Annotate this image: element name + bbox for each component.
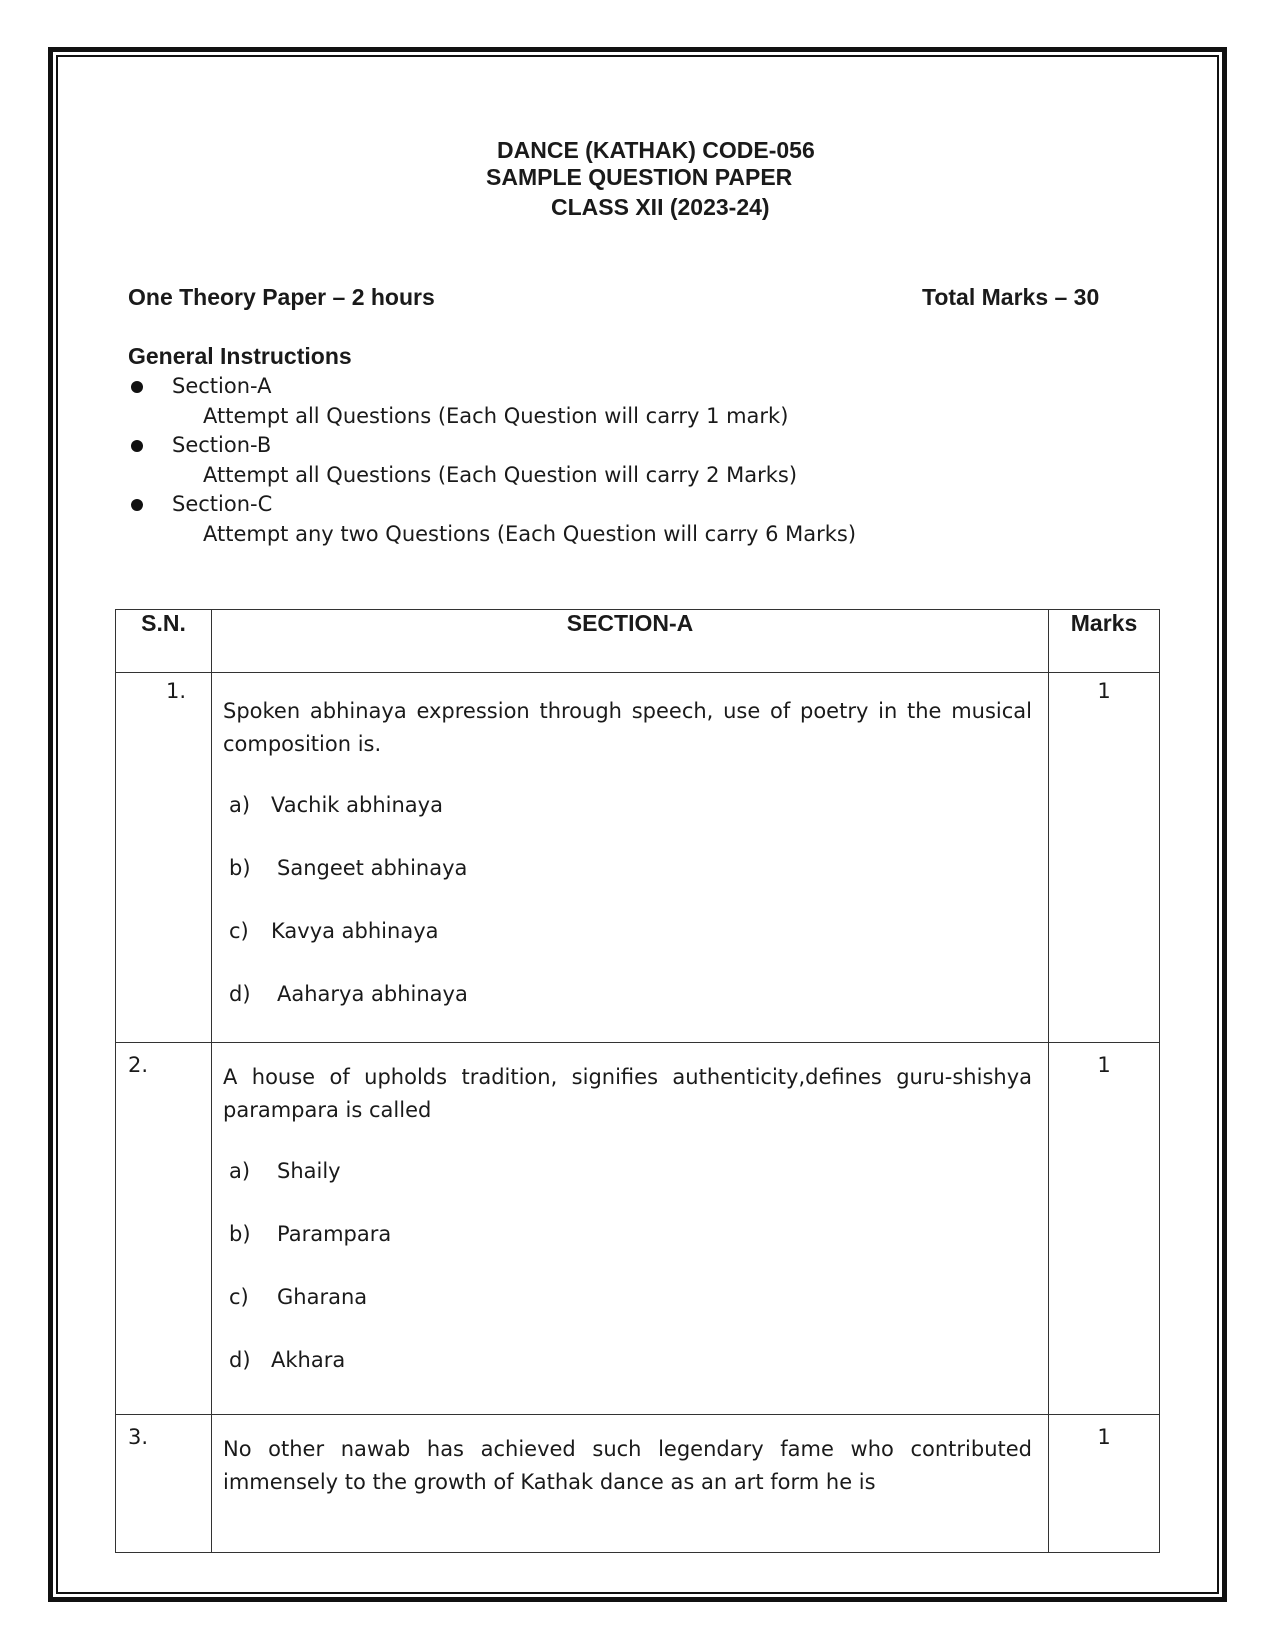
question-text: No other nawab has achieved such legendary fame who contributed immensely to the growth of Kathak dance as an art form he is xyxy=(223,1437,1032,1494)
options-list xyxy=(223,790,1032,1042)
table-row xyxy=(116,673,1160,1043)
paper-class: CLASS XII (2023-24) xyxy=(551,194,770,220)
instruction-item xyxy=(128,490,856,549)
option-text: Gharana xyxy=(277,1285,368,1309)
table-header-row xyxy=(116,610,1160,673)
question-text: Spoken abhinaya expression through speech, use of poetry in the musical composition is. xyxy=(223,699,1032,756)
column-header-sn: S.N. xyxy=(116,610,212,673)
question-number: 3. xyxy=(116,1415,212,1553)
option-letter: a) xyxy=(229,1159,251,1183)
question-number: 2. xyxy=(116,1043,212,1415)
option-text: Shaily xyxy=(277,1159,341,1183)
total-marks: Total Marks – 30 xyxy=(922,284,1100,310)
question-number: 1. xyxy=(116,673,212,1043)
questions-table xyxy=(115,609,1160,1553)
bullet-icon xyxy=(131,440,143,452)
option-letter: d) xyxy=(229,1348,251,1372)
option-text: Akhara xyxy=(271,1348,346,1372)
instruction-desc: Attempt all Questions (Each Question will carry 1 mark) xyxy=(203,403,789,428)
option-text: Vachik abhinaya xyxy=(271,793,443,817)
table-row xyxy=(116,1415,1160,1553)
instruction-desc: Attempt any two Questions (Each Question will carry 6 Marks) xyxy=(203,521,857,546)
option-item xyxy=(223,916,1032,979)
option-item xyxy=(223,1345,1032,1408)
options-list xyxy=(223,1156,1032,1408)
option-text: Kavya abhinaya xyxy=(271,919,439,943)
instruction-section: Section-C xyxy=(172,492,273,516)
question-marks: 1 xyxy=(1049,1043,1160,1415)
option-text: Aaharya abhinaya xyxy=(277,982,468,1006)
paper-subtitle: SAMPLE QUESTION PAPER xyxy=(486,164,793,190)
option-letter: d) xyxy=(229,982,251,1006)
option-item xyxy=(223,853,1032,916)
instruction-item xyxy=(128,431,856,490)
bullet-icon xyxy=(131,499,143,511)
option-letter: c) xyxy=(229,919,249,943)
instruction-item xyxy=(128,372,856,431)
question-cell xyxy=(212,1415,1049,1553)
question-cell xyxy=(212,673,1049,1043)
paper-title: DANCE (KATHAK) CODE-056 xyxy=(497,137,815,163)
question-cell xyxy=(212,1043,1049,1415)
option-text: Sangeet abhinaya xyxy=(277,856,468,880)
option-item xyxy=(223,1156,1032,1219)
instructions-list xyxy=(128,372,856,549)
option-letter: b) xyxy=(229,856,251,880)
table-row xyxy=(116,1043,1160,1415)
column-header-section: SECTION-A xyxy=(212,610,1049,673)
instruction-section: Section-A xyxy=(172,374,272,398)
question-marks: 1 xyxy=(1049,1415,1160,1553)
option-letter: b) xyxy=(229,1222,251,1246)
column-header-marks: Marks xyxy=(1049,610,1160,673)
question-marks: 1 xyxy=(1049,673,1160,1043)
option-letter: a) xyxy=(229,793,251,817)
option-item xyxy=(223,790,1032,853)
instructions-heading: General Instructions xyxy=(128,343,352,369)
instruction-desc: Attempt all Questions (Each Question will carry 2 Marks) xyxy=(203,462,798,487)
instruction-section: Section-B xyxy=(172,433,272,457)
option-item xyxy=(223,979,1032,1042)
option-letter: c) xyxy=(229,1285,249,1309)
question-text: A house of upholds tradition, signifies authenticity,defines guru-shishya parampara is called xyxy=(223,1065,1032,1122)
option-item xyxy=(223,1282,1032,1345)
option-text: Parampara xyxy=(277,1222,392,1246)
option-item xyxy=(223,1219,1032,1282)
paper-duration: One Theory Paper – 2 hours xyxy=(128,284,435,310)
bullet-icon xyxy=(131,381,143,393)
